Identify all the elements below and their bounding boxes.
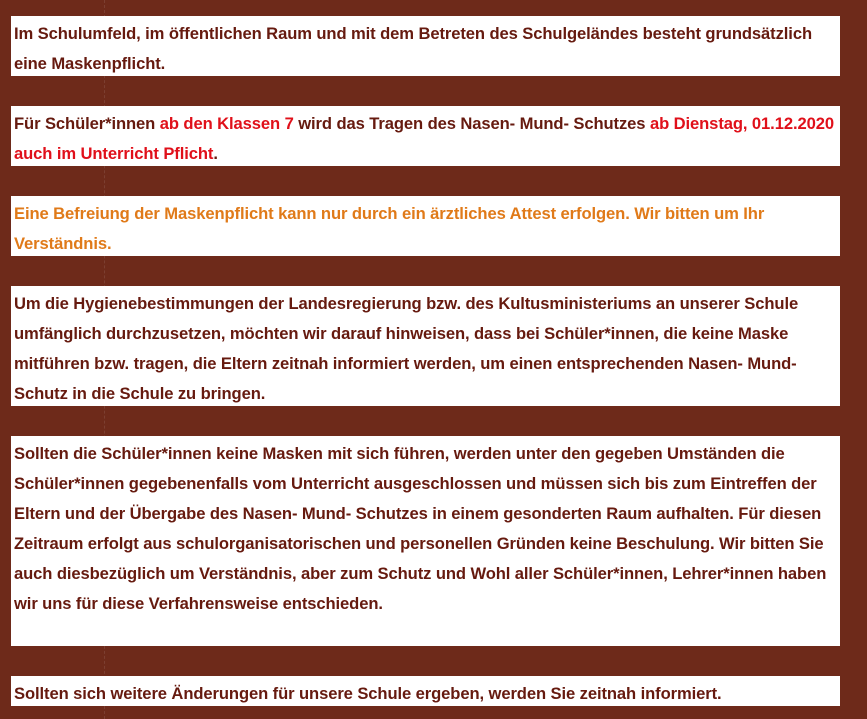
notice-text-hygiene-rules: Um die Hygienebestimmungen der Landesregierung bzw. des Kultusministeriums an unserer Schule umfänglich durchzusetzen, möchten wir darauf hinweisen, dass bei Schüler*innen, die keine Maske mitführen bzw. tragen, die Eltern zeitnah informiert werden, um einen entsprechenden Nasen- Mund- Schutz in die Schule zu bringen. bbox=[14, 294, 799, 403]
notice-text-classroom-rule-middle: wird das Tragen des Nasen- Mund- Schutzes bbox=[293, 114, 650, 133]
notice-text-classroom-rule-end: . bbox=[213, 144, 218, 163]
notice-block-hygiene-rules bbox=[11, 286, 840, 406]
notice-highlight-effective-date: ab Dienstag, 01.12.2020 auch im Unterricht Pflicht bbox=[14, 114, 834, 163]
notice-block-further-changes bbox=[11, 676, 840, 706]
notice-block-exclusion bbox=[11, 436, 840, 646]
notice-text-mask-requirement: Im Schulumfeld, im öffentlichen Raum und mit dem Betreten des Schulgeländes besteht grundsätzlich eine Maskenpflicht. bbox=[14, 24, 812, 73]
notice-block-exemption bbox=[11, 196, 840, 256]
notice-highlight-grade-level: ab den Klassen 7 bbox=[159, 114, 294, 133]
notice-block-mask-requirement bbox=[11, 16, 840, 76]
notice-text-exclusion: Sollten die Schüler*innen keine Masken mit sich führen, werden unter den gegeben Umständen die Schüler*innen gegebenenfalls vom Unterricht ausgeschlossen und müssen sich bis zum Eintreffen der Eltern und der Übergabe des Nasen- Mund- Schutzes in einem gesonderten Raum aufhalten. Für diesen Zeitraum erfolgt aus schulorganisatorischen und personellen Gründen keine Beschulung. Wir bitten Sie auch diesbezüglich um Verständnis, aber zum Schutz und Wohl aller Schüler*innen, Lehrer*innen haben wir uns für diese Verfahrensweise entschieden. bbox=[14, 444, 827, 613]
notice-text-exemption: Eine Befreiung der Maskenpflicht kann nur durch ein ärztliches Attest erfolgen. Wir bitten um Ihr Verständnis. bbox=[14, 204, 765, 253]
notice-text-further-changes: Sollten sich weitere Änderungen für unsere Schule ergeben, werden Sie zeitnah informiert. bbox=[14, 684, 722, 703]
notice-block-classroom-rule bbox=[11, 106, 840, 166]
notice-text-classroom-rule-intro: Für Schüler*innen bbox=[14, 114, 160, 133]
